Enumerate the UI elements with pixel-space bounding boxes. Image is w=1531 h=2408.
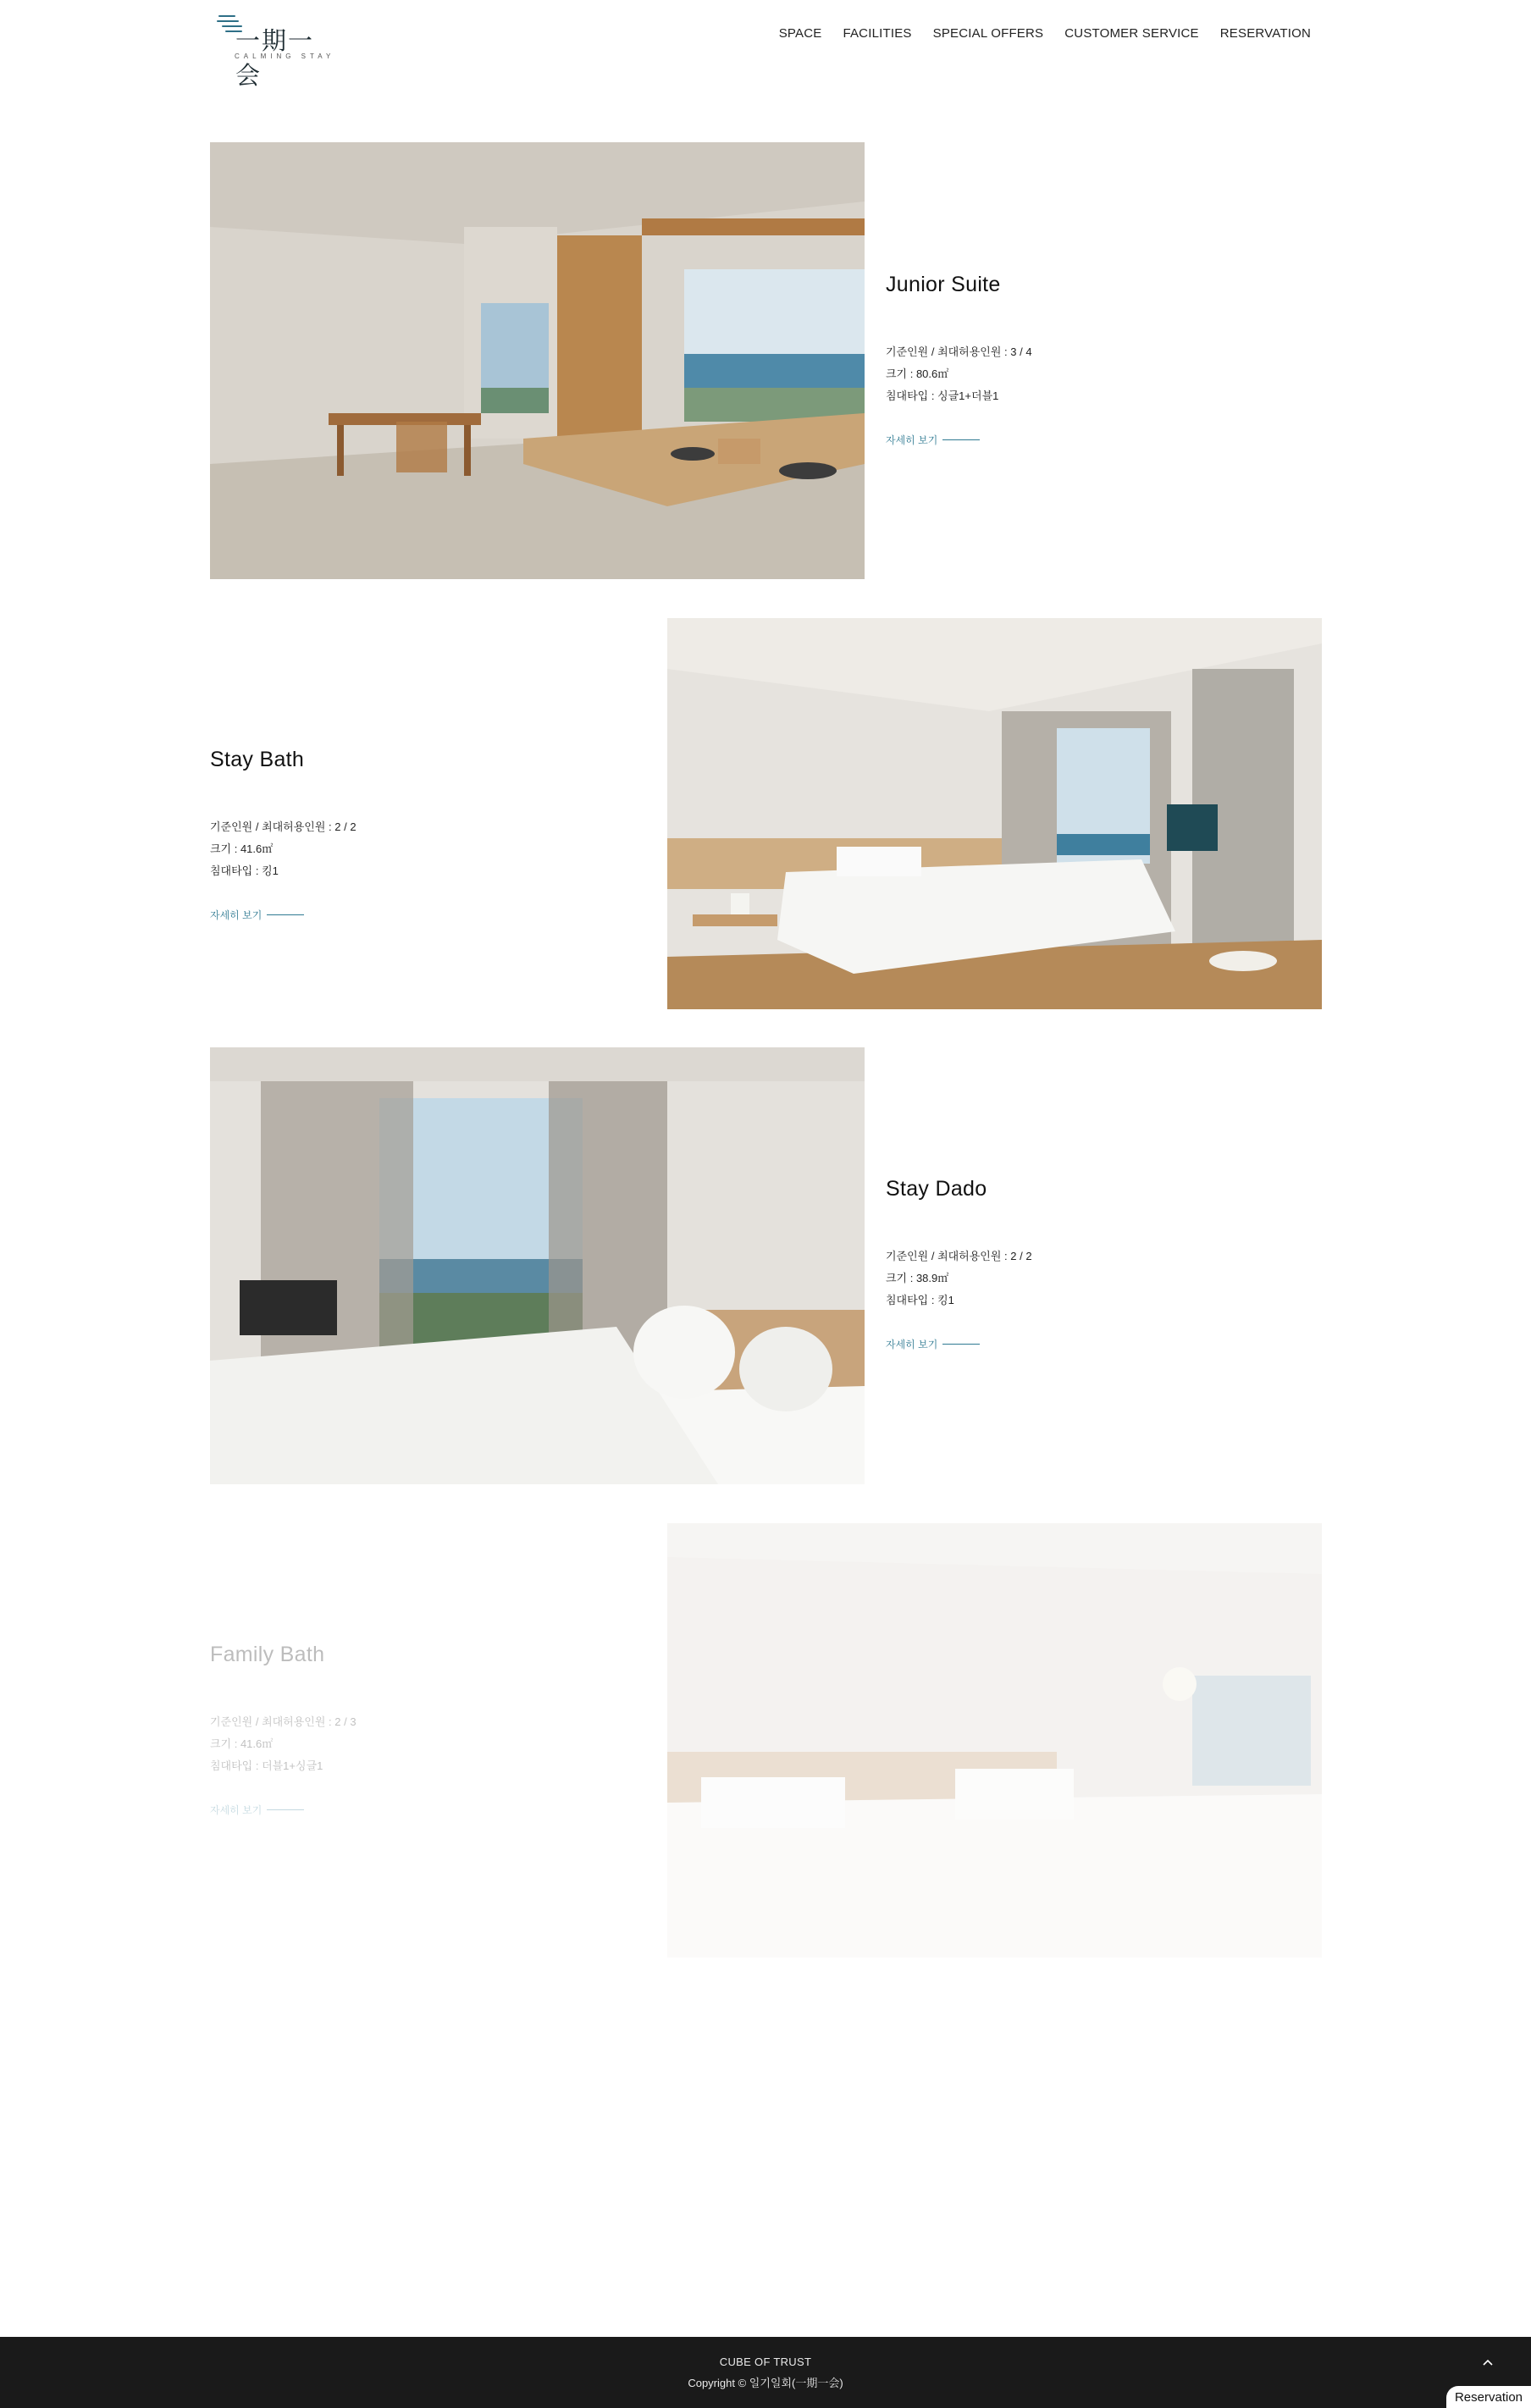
floating-reservation-button[interactable]: Reservation (1446, 2386, 1531, 2408)
nav-special-offers[interactable]: SPECIAL OFFERS (932, 26, 1044, 41)
stay-dado-photo[interactable] (210, 1047, 865, 1484)
view-details-link[interactable] (886, 1337, 1292, 1351)
room-specs (886, 341, 1292, 407)
room-specs (886, 1245, 1292, 1312)
room-title: Stay Dado (886, 1177, 987, 1201)
junior-suite-photo[interactable] (210, 142, 865, 579)
room-capacity: 기준인원 / 최대허용인원 : 2 / 2 (210, 820, 356, 833)
family-bath-info (210, 1643, 616, 1817)
dash-line-icon (267, 914, 304, 915)
view-details-link[interactable] (210, 908, 616, 922)
nav-space[interactable]: SPACE (778, 26, 822, 41)
room-capacity: 기준인원 / 최대허용인원 : 2 / 3 (210, 1715, 356, 1728)
view-details-label: 자세히 보기 (886, 1339, 938, 1350)
footer (0, 2337, 1531, 2408)
room-size: 크기 : 41.6㎡ (210, 1737, 274, 1750)
room-title: Family Bath (210, 1643, 325, 1666)
room-capacity: 기준인원 / 최대허용인원 : 2 / 2 (886, 1250, 1032, 1262)
nav-facilities[interactable]: FACILITIES (843, 26, 912, 41)
family-bath-photo[interactable] (667, 1523, 1322, 1958)
footer-brand: CUBE OF TRUST (719, 2356, 812, 2368)
logo[interactable] (213, 10, 335, 90)
chevron-up-icon (1481, 2356, 1495, 2369)
room-bed-type: 침대타입 : 킹1 (886, 1294, 954, 1306)
nav-customer-service[interactable]: CUSTOMER SERVICE (1064, 26, 1199, 41)
room-bed-type: 침대타입 : 더블1+싱글1 (210, 1759, 323, 1772)
nav-reservation[interactable]: RESERVATION (1219, 26, 1311, 41)
view-details-label: 자세히 보기 (210, 909, 263, 921)
view-details-link[interactable] (886, 433, 1292, 447)
room-title: Stay Bath (210, 748, 305, 771)
footer-copyright: Copyright © 일기일회(一期一会) (688, 2377, 843, 2389)
room-bed-type: 침대타입 : 싱글1+더블1 (886, 389, 999, 402)
room-capacity: 기준인원 / 최대허용인원 : 3 / 4 (886, 345, 1032, 358)
dash-line-icon (267, 1809, 304, 1810)
junior-suite-info (886, 273, 1292, 447)
room-bed-type: 침대타입 : 킹1 (210, 864, 279, 877)
room-specs (210, 816, 616, 882)
room-size: 크기 : 41.6㎡ (210, 842, 274, 855)
dash-line-icon (942, 1344, 980, 1345)
logo-text: 一期一会 (235, 26, 315, 90)
view-details-link[interactable] (210, 1803, 616, 1817)
logo-subtitle: CALMING STAY (235, 52, 335, 60)
room-size: 크기 : 80.6㎡ (886, 367, 949, 380)
dash-line-icon (942, 439, 980, 440)
main-nav (758, 26, 1311, 41)
room-size: 크기 : 38.9㎡ (886, 1272, 949, 1284)
view-details-label: 자세히 보기 (210, 1804, 263, 1816)
room-specs (210, 1711, 616, 1777)
scroll-to-top-button[interactable] (1475, 2349, 1501, 2374)
view-details-label: 자세히 보기 (886, 434, 938, 446)
stay-bath-info (210, 748, 616, 922)
stay-bath-photo[interactable] (667, 618, 1322, 1009)
stay-dado-info (886, 1177, 1292, 1351)
room-title: Junior Suite (886, 273, 1001, 296)
